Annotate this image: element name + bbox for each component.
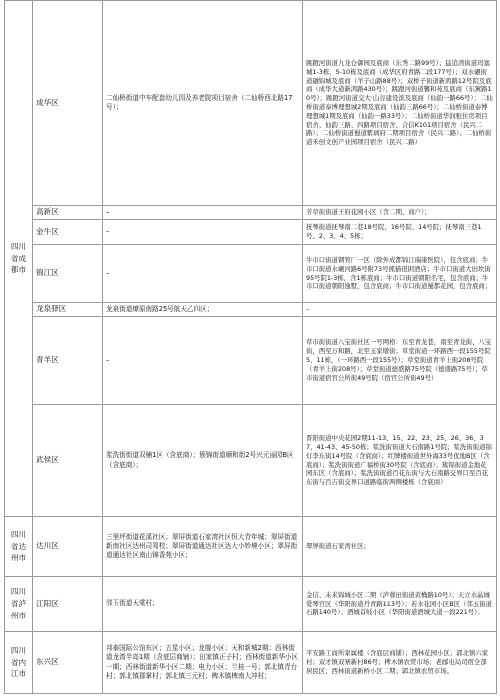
district-cell: 江阳区	[33, 577, 103, 632]
medium-risk-cell: 龙泉街道燎原南路25号航天乙四区；	[103, 303, 303, 317]
district-cell: 青羊区	[33, 317, 103, 405]
medium-risk-cell: –	[103, 245, 303, 303]
low-risk-cell: 晋阳街道中央花园2期11-13、15、22、23、25、26、36、37、41-43、45-50栋；浆洗街街道大石南路1号院；浆洗街街道锦灯李东街14号院（含底商）；红牌楼街道世外海33号优地B区（含底商）；浆洗街街道广福桥街30号院（含底商）；簇锦街道金地花园东区（含底商）；浆洗街街道百花东街与大石南路交界口至百花东街与百吉街交界口道路临街两侧楼栋（含底商）	[303, 405, 497, 517]
low-risk-cell: 金信、未来锦城小区二期（泸蓉田街道黄桷路10号）；天立水晶城爱琴宫区（华阳街道丹青路113号）；若水花园小区B区（邻玉街道石路140号）；酒城首岐小区（华阳街道酒城大道一段221号）；	[303, 577, 497, 632]
district-cell: 武侯区	[33, 405, 103, 517]
table-row	[5, 220, 497, 245]
table-row	[5, 405, 497, 517]
medium-risk-cell: –	[103, 317, 303, 405]
low-risk-cell: 芳草街街道王府花园小区（含二期、商户）；	[303, 206, 497, 220]
low-risk-cell: 抚琴街道抚琴南二巷18号院、16号院、14号院；抚琴南三巷1号、2、3、4、5栋；	[303, 220, 497, 245]
table-row	[5, 632, 497, 694]
low-risk-cell: 牛市口街道钢管厂一区（除外成都锦江瑞康医院），包含底商；牛市口街道水碾河路6号附73号熊猫很困酒店；牛市口街道大田坎街95号院1-3栋，含1栋底商；牛市口街道朝阳名宅，包含底商；牛市口街道朝阳逸墅，包含底商；牛市口街道蜀都花园，包含底商；	[303, 245, 497, 303]
table-row	[5, 1, 497, 206]
district-cell: 高新区	[33, 206, 103, 220]
district-cell: 龙泉驿区	[33, 303, 103, 317]
district-cell: 金牛区	[33, 220, 103, 245]
province-cell: 四川省成都市	[5, 1, 33, 517]
medium-risk-cell: 二仙桥街道中车配套幼儿园及养老院项目宿舍（二仙桥西北路17号）；	[103, 1, 303, 206]
medium-risk-cell: 邦泰国际公馆东区；五星小区；龙舰小区；天和新城2期；西林街道龙湾半岛1期（含底层商铺）；田家镇正子村；西林街道新华小区一期；西林街道新华小区二期；电力小区；兰桂一号；郭北镇青台村；郭北镇郡掌村；郭北镇三元村；椑木镇椑南大冲村；	[103, 632, 303, 694]
table-row	[5, 245, 497, 303]
table-row	[5, 517, 497, 577]
district-cell: 东兴区	[33, 632, 103, 694]
district-cell: 锦江区	[33, 245, 103, 303]
medium-risk-cell: –	[103, 206, 303, 220]
low-risk-cell: 草市街街道八宝街社区一号网格：东至青龙巷，南至青龙街、八宝街，西至万和路，北至玉家墩街；草堂街道一环路西一段155号院5、11栋，（一环路西一段155号）；草堂街道青羊上街208号院（青羊上街208号）；草堂街道德盛路75号院（德盛路75号）；草市街道宿官公所街49号院（宿官公所街49号）	[303, 317, 497, 405]
province-cell: 四川省内江市	[5, 632, 33, 694]
table-row	[5, 303, 497, 317]
medium-risk-cell: –	[103, 220, 303, 245]
medium-risk-cell: 邻玉街道天棠村；	[103, 577, 303, 632]
province-cell: 四川省达州市	[5, 517, 33, 577]
low-risk-cell: 平安路工商所家属楼（含底层商铺）；西林花园小区；郭北镇六家村；双才镇双寨新村86号；椑木镇农贸市场；老邮电局司宿全部居民区；西林街道新桥小区二期；郭北镇农贸市场。	[303, 632, 497, 694]
table-row	[5, 206, 497, 220]
table-row	[5, 317, 497, 405]
medium-risk-cell: 三里坪街道花溪社区；翠屏街道石家湾社区恒大青年城；翠屏街道新南社区达州司驾校；翠屏街道通达社区达大小妙境小区；翠屏街道通达社区南山锦香苑小区；	[103, 517, 303, 577]
district-cell: 达川区	[33, 517, 103, 577]
medium-risk-cell: 浆洗街街道双楠1区（含底商）；簇锦街道顺和街2号兴元丽园B区（含底商）；	[103, 405, 303, 517]
low-risk-cell: 跳蹬河街道九龙仓御园及底商（东秀二路99号）；猛追湾街道玛塞城1-3栋、5-10栋及底商（成华区府青路二段177号）；双水碾街道融锦城及底商（羊子山路88号）；双桥子街道新鸿路12号院及底商（成华大道新鸿路430号）；跳蹬河街道馨和苑及底商（东篱路10号）；跳蹬河街道交大·山谷建设滨及底商（仙韵一路66号）；二仙桥街道泰博理想城2期及底商（仙韵三路66号）；二仙桥街道泰博理想城1期及底商（仙韵一路33号）；二仙桥街道华润租住房项目宿舍、仙韵三路、四路项目宿舍、合信K101项目宿舍（民兴二路）；二仙桥街道蜀道紫璃府二期项目宿舍（民兴二路）；二仙桥街道禾创文创产业园项目宿舍（民兴二路）	[303, 1, 497, 206]
district-cell: 成华区	[33, 1, 103, 206]
risk-area-table	[4, 0, 497, 694]
low-risk-cell: 翠屏街道石家湾社区；	[303, 517, 497, 577]
province-cell: 四川省泸州市	[5, 577, 33, 632]
low-risk-cell: –	[303, 303, 497, 317]
table-row	[5, 577, 497, 632]
